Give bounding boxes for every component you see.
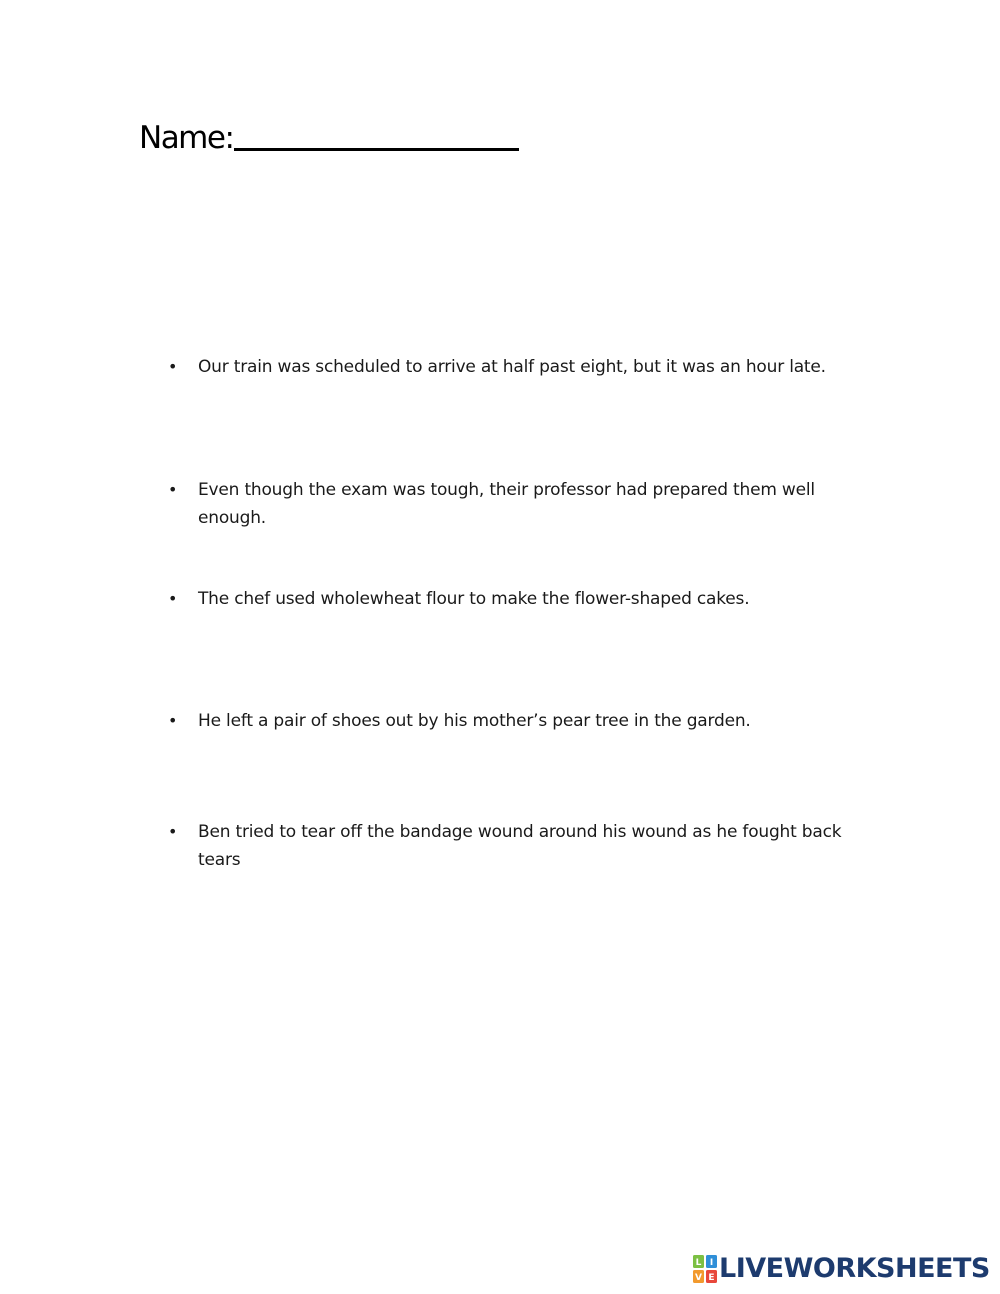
liveworksheets-logo-icon [693, 1255, 717, 1283]
list-item [168, 476, 848, 532]
bullet-icon: • [168, 357, 178, 376]
sentence-text: He left a pair of shoes out by his mother’s pear tree in the garden. [198, 711, 751, 731]
list-item [168, 707, 848, 735]
sentence-text: Ben tried to tear off the bandage wound around his wound as he fought back tears [198, 822, 842, 870]
bullet-icon: • [168, 822, 178, 841]
sentence-text: Even though the exam was tough, their professor had prepared them well enough. [198, 480, 815, 528]
name-label: Name: [139, 120, 234, 156]
bullet-icon: • [168, 711, 178, 730]
list-item [168, 818, 848, 874]
logo-letter: V [695, 1273, 702, 1283]
bullet-icon: • [168, 589, 178, 608]
list-item [168, 585, 848, 613]
logo-letter: I [709, 1258, 714, 1268]
logo-letter: L [695, 1258, 702, 1268]
list-item [168, 353, 848, 381]
sentence-text: The chef used wholewheat flour to make the flower-shaped cakes. [198, 589, 750, 609]
brand-text: LIVEWORKSHEETS [719, 1253, 990, 1284]
bullet-icon: • [168, 480, 178, 499]
logo-letter: E [708, 1273, 715, 1283]
sentence-text: Our train was scheduled to arrive at half past eight, but it was an hour late. [198, 357, 826, 377]
liveworksheets-brand [693, 1253, 990, 1285]
